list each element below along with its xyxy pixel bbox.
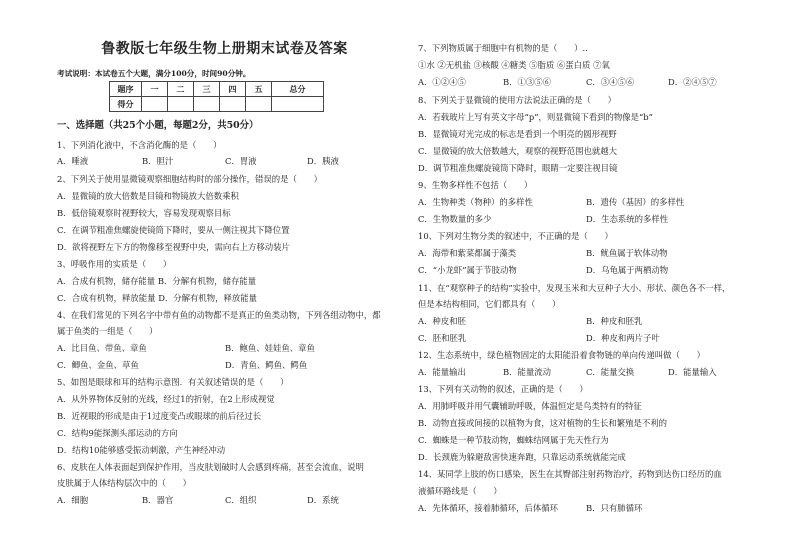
option: C．③④⑤⑥ — [586, 77, 635, 87]
question-4-cont: 属于鱼类的一组是（ ） — [57, 326, 158, 336]
option: D．结构10能够感受振动刺激，产生神经冲动 — [57, 445, 226, 455]
option: B．器官 — [142, 495, 174, 505]
option: A．细胞 — [57, 495, 89, 505]
option: B．鲍鱼、娃娃鱼、章鱼 — [225, 343, 315, 353]
score-table — [109, 81, 324, 112]
option: B．近视眼的形成是由于1过度变凸或眼球的前后径过长 — [57, 411, 262, 421]
option: A．先体循环，接着肺循环，后体循环 — [418, 503, 559, 513]
option: D．②④⑤⑦ — [668, 77, 717, 87]
question-7: 7、下列物质属于细胞中有机物的是（ ）.. — [418, 43, 588, 53]
option: D．乌龟属于两栖动物 — [586, 265, 669, 275]
score-header-cell: 三 — [194, 82, 220, 97]
exam-note: 考试说明：本试卷五个大题，满分100分，时间90分钟。 — [57, 69, 251, 78]
score-header-cell: 五 — [246, 82, 272, 97]
option: C．合成有机物，释放能量 D．分解有机物，释放能量 — [57, 293, 258, 303]
question-12: 12、生态系统中，绿色植物固定的太阳能沿着食物链的单向传递叫做（ ） — [418, 350, 706, 360]
option: D．欲将视野左下方的物像移至视野中央，需向右上方移动装片 — [57, 242, 290, 252]
option: C．在调节粗准焦螺旋使镜筒下降时，要从一侧注视其下降位置 — [57, 225, 290, 235]
score-header-cell: 一 — [142, 82, 168, 97]
option: C．能量交换 — [586, 367, 635, 377]
score-cell — [246, 97, 272, 112]
option: C．组织 — [225, 495, 257, 505]
option: C．生物数量的多少 — [418, 214, 492, 224]
page-title: 鲁教版七年级生物上册期末试卷及答案 — [101, 41, 348, 57]
option: C．显微镜的放大倍数越大，观察的视野范围也就越大 — [418, 146, 618, 156]
option: B．只有肺循环 — [586, 503, 643, 513]
question-14-cont: 液循环路线是（ ） — [418, 486, 502, 496]
score-cell — [142, 97, 168, 112]
option: A．若载玻片上写有英文字母“p”，则显微镜下看到的物像是“b” — [418, 112, 653, 122]
option: B．①③⑤⑥ — [503, 77, 552, 87]
option: C．结构9能探测头部运动的方向 — [57, 428, 178, 438]
question-5: 5、如图是眼球和耳的结构示意图．有关叙述错误的是（ ） — [57, 377, 289, 387]
option: A．比目鱼、带鱼、章鱼 — [57, 343, 147, 353]
question-4: 4、在我们常见的下列名字中带有鱼的动物都不是真正的鱼类动物，下列各组动物中，都 — [57, 310, 381, 320]
option: A．种皮和胚 — [418, 316, 466, 326]
option: A．从外界物体反射的光线，经过1的折射，在2上形成视觉 — [57, 394, 275, 404]
option: A．海带和紫菜都属于藻类 — [418, 248, 517, 258]
option: D．青鱼、鳄鱼、鳄鱼 — [225, 360, 308, 370]
score-cell — [272, 97, 324, 112]
option: D．胰液 — [307, 156, 339, 166]
option: D．种皮和两片子叶 — [586, 333, 660, 343]
question-6-cont: 皮肤属于人体结构层次中的（ ） — [57, 478, 191, 488]
option: D．调节粗准焦螺旋镜筒下降时，眼睛一定要注视目镜 — [418, 163, 618, 173]
question-2: 2、下列关于使用显微镜观察细胞结构时的部分操作，错误的是（ ） — [57, 174, 322, 184]
question-1: 1、下列消化液中，不含消化酶的是（ ） — [57, 140, 222, 150]
score-table-header-row — [110, 82, 324, 97]
option: C．胚和胚乳 — [418, 333, 467, 343]
option: A．合成有机物，储存能量 B．分解有机物，储存能量 — [57, 276, 257, 286]
question-8: 8、下列关于显微镜的使用方法说法正确的是（ ） — [418, 95, 616, 105]
question-11: 11、在“观察种子的结构”实验中，发现玉米和大豆种子大小、形状、颜色各不一样， — [418, 283, 731, 293]
option: C．鲫鱼、金鱼、草鱼 — [57, 360, 139, 370]
section-heading: 一、选择题（共25个小题，每题2分，共50分） — [57, 120, 259, 131]
option: A．用肺呼吸并用气囊辅助呼吸，体温恒定是鸟类特有的特征 — [418, 401, 642, 411]
option: A．唾液 — [57, 156, 89, 166]
option: C．胃液 — [225, 156, 257, 166]
option: A．①②④⑤ — [418, 77, 466, 87]
score-cell — [194, 97, 220, 112]
question-9: 9、生物多样性不包括（ ） — [418, 180, 533, 190]
question-13: 13、下列有关动物的叙述，正确的是（ ） — [418, 384, 588, 394]
option: D．生态系统的多样性 — [586, 214, 669, 224]
option: A．能量输出 — [418, 367, 466, 377]
score-header-cell: 题序 — [110, 82, 142, 97]
option: D．系统 — [307, 495, 339, 505]
option: B．胆汁 — [142, 156, 174, 166]
score-header-cell: 二 — [168, 82, 194, 97]
option: A．显微镜的放大倍数是目镜和物镜放大倍数乘积 — [57, 191, 239, 201]
option: B．低倍镜观察时视野较大，容易发现观察目标 — [57, 208, 231, 218]
option: B．遗传（基因）的多样性 — [586, 197, 685, 207]
score-row-label: 得分 — [110, 97, 142, 112]
option: D．长颈鹿为躲避敌害快速奔跑，只靠运动系统就能完成 — [418, 452, 626, 462]
option: A．生物种类（物种）的多样性 — [418, 197, 533, 207]
question-6: 6、皮肤在人体表面起到保护作用，当皮肤划破时人会感到疼痛，甚至会流血，说明 — [57, 462, 364, 472]
option: B．显微镜对光完成的标志是看到一个明亮的圆形视野 — [418, 129, 617, 139]
option: D．能量输入 — [668, 367, 717, 377]
question-3: 3、呼吸作用的实质是（ ） — [57, 259, 172, 269]
option: B．能量流动 — [503, 367, 552, 377]
option: C．蜘蛛是一种节肢动物，蜘蛛结网属于先天性行为 — [418, 435, 609, 445]
question-7-items: ①水 ②无机盐 ③核酸 ④糖类 ⑤脂质 ⑥蛋白质 ⑦氧 — [418, 60, 610, 70]
question-14: 14、某同学上肢的伤口感染，医生在其臀部注射药物治疗，药物到达伤口经历的血 — [418, 469, 722, 479]
score-table-row — [110, 97, 324, 112]
option: B．动物直接或间接的以植物为食，这对植物的生长和繁殖是不利的 — [418, 418, 668, 428]
score-cell — [168, 97, 194, 112]
option: B．鱿鱼属于软体动物 — [586, 248, 668, 258]
score-header-cell: 总分 — [272, 82, 324, 97]
score-header-cell: 四 — [220, 82, 246, 97]
option: C．“小龙虾”属于节肢动物 — [418, 265, 517, 275]
question-11-cont: 但是本结构相同，它们都具有（ ） — [418, 299, 561, 309]
option: B．种皮和胚乳 — [586, 316, 643, 326]
score-cell — [220, 97, 246, 112]
question-10: 10、下列对生物分类的叙述中，不正确的是（ ） — [418, 231, 613, 241]
